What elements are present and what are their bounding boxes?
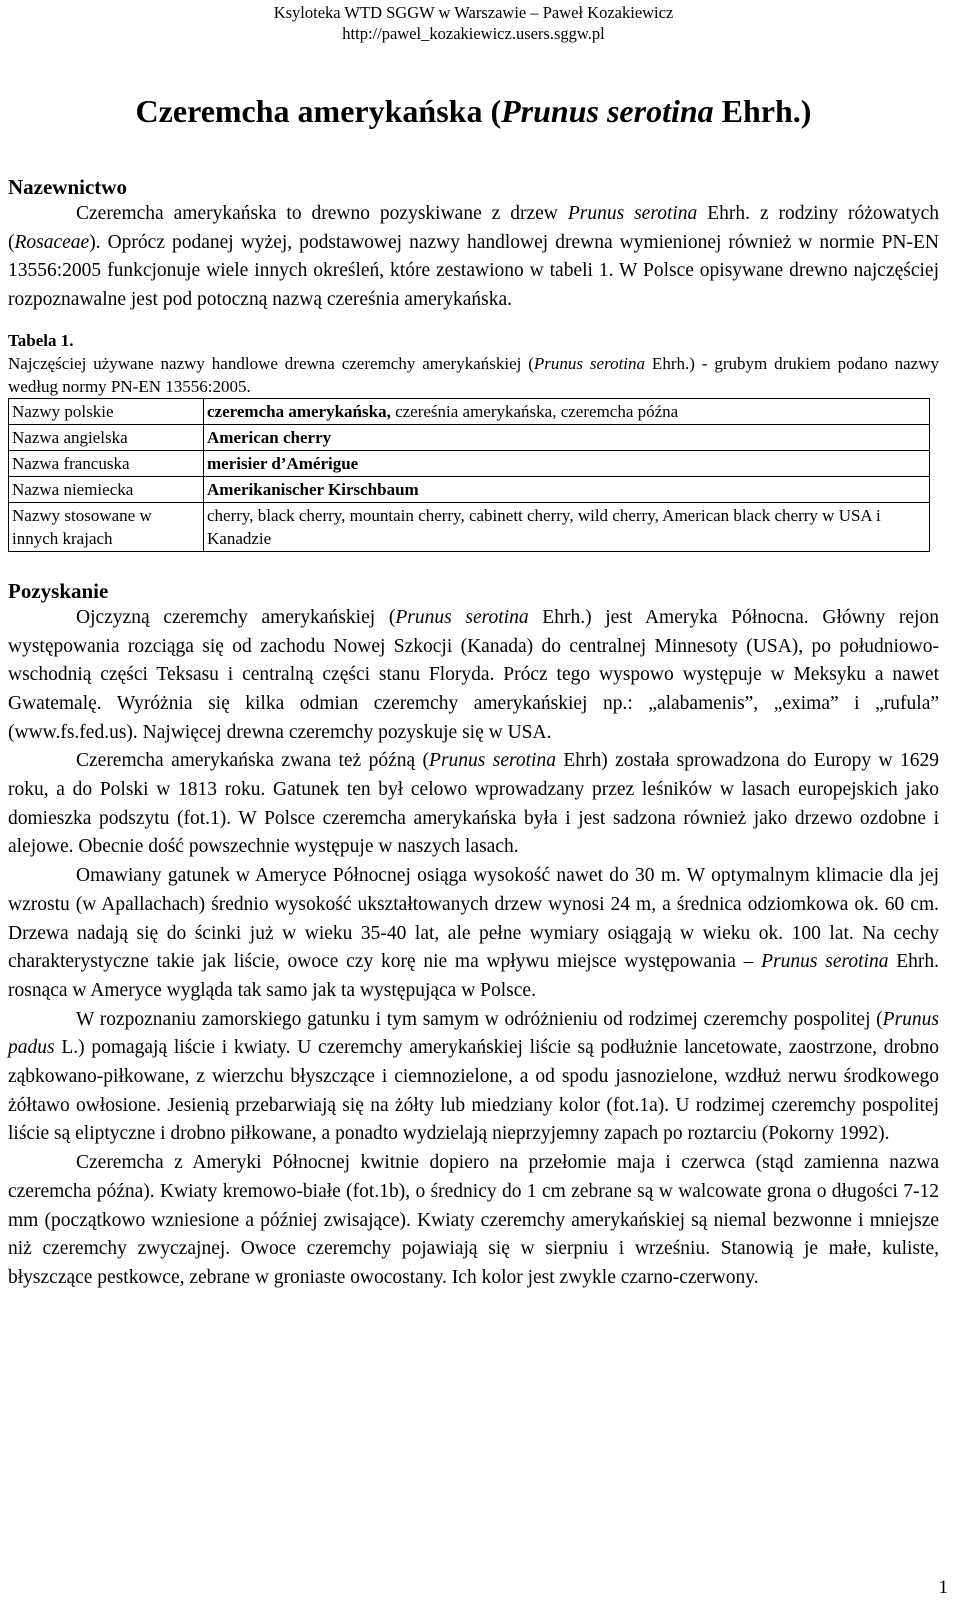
paragraph-nazewnictwo: Czeremcha amerykańska to drewno pozyskiwane z drzew Prunus serotina Ehrh. z rodziny różowatych (Rosaceae). Oprócz podanej wyżej, podstawowej nazwy handlowej drewna wymienionej również w normie PN-EN 13556:2005 funkcjonuje wiele innych określeń, które zestawiono w tabeli 1. W Polsce opisywane drewno najczęściej rozpoznawalne jest pod potoczną nazwą czereśnia amerykańska. [8,203,939,311]
paragraph-pozyskanie-5: Czeremcha z Ameryki Północnej kwitnie dopiero na przełomie maja i czerwca (stąd zamienna nazwa czeremcha późna). Kwiaty kremowo-białe (fot.1b), o średnicy do 1 cm zebrane są w walcowate grona o długości 7-12 mm (początkowo wzniesione a później zwisające). Kwiaty czeremchy amerykańskiej są niemal bezwonne i mniejsze niż czeremchy zwyczajnej. Owoce czeremchy pojawiają się w sierpniu i wrześniu. Stanowią je małe, kuliste, błyszczące pestkowce, zebrane w groniaste owocostany. Ich kolor jest zwykle czarno-czerwony. [8,1152,939,1288]
section-heading-nazewnictwo: Nazewnictwo [8,175,127,199]
page-header [8,0,939,44]
document-title: Czeremcha amerykańska (Prunus serotina Ehrh.) [135,93,812,129]
page-number: 1 [938,1577,948,1598]
table-caption: Najczęściej używane nazwy handlowe drewna czeremchy amerykańskiej (Prunus serotina Ehrh.) - grubym drukiem podano nazwy według normy PN-EN 13556:2005. [8,353,939,396]
paragraph-pozyskanie-3: Omawiany gatunek w Ameryce Północnej osiąga wysokość nawet do 30 m. W optymalnym klimacie dla jej wzrostu (w Apallachach) średnio wysokość ukształtowanych drzew wynosi 24 m, a średnica odziomkowa ok. 60 cm. Drzewa nadają się do ścinki już w wieku 35-40 lat, ale pełne wymiary osiągają w wieku ok. 100 lat. Na cechy charakterystyczne takie jak liście, owoce czy korę nie ma wpływu miejsce występowania – Prunus serotina Ehrh. rosnąca w Ameryce wygląda tak samo jak ta występująca w Polsce. [8,865,939,1001]
table-row [9,398,930,424]
table-row [9,502,930,551]
table-cell-value: Amerikanischer Kirschbaum [204,476,930,502]
table-cell-label: Nazwy polskie [9,398,204,424]
table-cell-value: merisier d’Amérigue [204,450,930,476]
header-line-1: Ksyloteka WTD SGGW w Warszawie – Paweł Kozakiewicz [273,3,674,22]
paragraph-pozyskanie-1: Ojczyzną czeremchy amerykańskiej (Prunus serotina Ehrh.) jest Ameryka Północna. Główny rejon występowania rozciąga się od zachodu Nowej Szkocji (Kanada) do centralnej Minnesoty (USA), po południowo-wschodnią części Teksasu i centralną części stanu Floryda. Prócz tego wyspowo występuje w Meksyku a nawet Gwatemalę. Wyróżnia się kilka odmian czeremchy amerykańskiej np.: „alabamenis”, „exima” i „rufula” (www.fs.fed.us). Najwięcej drewna czeremchy pozyskuje się w USA. [8,606,939,743]
names-table [8,398,930,552]
table-cell-label: Nazwa niemiecka [9,476,204,502]
table-cell-label: Nazwa francuska [9,450,204,476]
paragraph-pozyskanie-2: Czeremcha amerykańska zwana też późną (Prunus serotina Ehrh) została sprowadzona do Europy w 1629 roku, a do Polski w 1813 roku. Gatunek ten był celowo wprowadzany przez leśników w lasach europejskich jako domieszka podszytu (fot.1). W Polsce czeremcha amerykańska była i jest sadzona również jako drzewo ozdobne i alejowe. Obecnie dość powszechnie występuje w naszych lasach. [8,750,939,858]
table-cell-value: cherry, black cherry, mountain cherry, cabinett cherry, wild cherry, American black cherry w USA i Kanadzie [204,502,930,551]
paragraph-pozyskanie-4: W rozpoznaniu zamorskiego gatunku i tym samym w odróżnieniu od rodzimej czeremchy pospolitej (Prunus padus L.) pomagają liście i kwiaty. U czeremchy amerykańskiej liście są podłużnie lancetowate, zaostrzone, drobno ząbkowano-piłkowane, z wierzchu błyszczące i ciemnozielone, a od spodu jasnozielone, wzdłuż nerwu środkowego żółtawo owłosione. Jesienią przebarwiają się na żółty lub miedziany kolor (fot.1a). U rodzimej czeremchy pospolitej liście są eliptyczne i drobno piłkowane, a ponadto wydzielają nieprzyjemny zapach po roztarciu (Pokorny 1992). [8,1008,939,1145]
table-cell-label: Nazwa angielska [9,424,204,450]
table-title: Tabela 1. [8,330,74,350]
table-row [9,424,930,450]
table-cell-label: Nazwy stosowane w innych krajach [9,502,204,551]
table-row [9,476,930,502]
table-cell-value: czeremcha amerykańska, czereśnia amerykańska, czeremcha późna [204,398,930,424]
document-page [8,0,939,1293]
table-row [9,450,930,476]
section-heading-pozyskanie: Pozyskanie [8,578,109,603]
table-cell-value: American cherry [204,424,930,450]
header-line-2: http://pawel_kozakiewicz.users.sggw.pl [342,24,605,43]
